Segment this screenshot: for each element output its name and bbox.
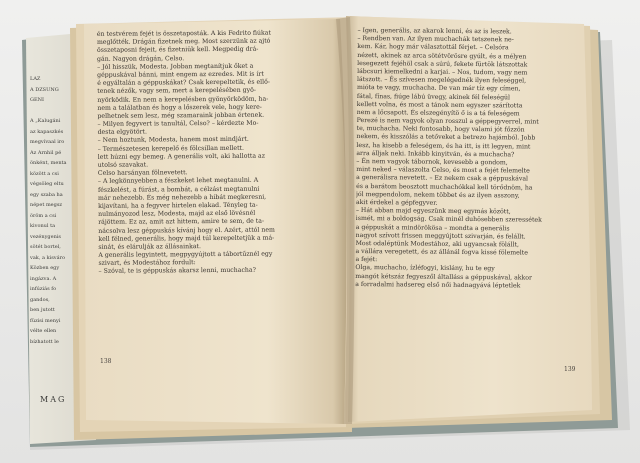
right-page-text-line: a generálisra nevetett. – Ez nekem csak a géppuskával: [356, 174, 529, 183]
dust-jacket-text-line: Az Arnhil pé: [30, 149, 62, 156]
left-page-text-line: utolsó szavakat.: [97, 161, 149, 169]
right-page-text-line: kem. Kár, hogy már választottál férjet. – Celsóra: [357, 43, 509, 52]
left-page-text-line: lett húzni egy bemeg. A generális volt, aki hallotta az: [97, 152, 266, 161]
dust-jacket-text-line: az kapaszkés: [30, 128, 64, 135]
dust-jacket-text-line: között a csi: [30, 170, 59, 177]
left-page-text-line: pelhetnek sem lesz, még szamaraink jobban értenek.: [97, 111, 265, 120]
right-page-text-line: nekem, és kisszólás a tetőveket a betrezo hajámból. Jobb: [356, 133, 536, 143]
dust-jacket-text-line: vélte ellen: [30, 328, 57, 334]
dust-jacket-text-line: ingázva. A: [30, 275, 57, 282]
right-page-text: [355, 27, 584, 369]
left-page-text: [97, 29, 335, 361]
dust-jacket-text-line: GENI: [30, 97, 44, 103]
right-page-text-line: mangót kétszáz fegyeszől általláss a géppuskával, akkor: [355, 272, 533, 282]
left-page-text-line: géppuskával bánni, mint engem az ezredes. Mit is írt: [97, 70, 264, 79]
left-page-text-line: – A legkönnyebben a fészkeket lehet megtanulni. A: [97, 177, 259, 186]
right-page-text-line: lábcsuri kiemelkedni a karjai. – Nos, tudom, vagy nem: [357, 67, 528, 77]
dust-jacket-text-line: vezénygenis: [30, 233, 61, 240]
left-page-text-line: már nehezebb. És még nehezebb a hibát megkeresni,: [97, 193, 267, 202]
right-page-text-line: – Igen, generális, az akarok lenni, és az is leszek.: [357, 27, 512, 36]
right-page-text-line: Most odaléptünk Modestához, aki ugyancsak fölállt,: [355, 239, 520, 249]
right-page-text-line: – Rendben van. Az ilyen muchachák tetszenek ne-: [357, 35, 514, 44]
left-page-text-line: tenek nézők, vagy sem, mert a kerepelésében gyö-: [97, 87, 256, 96]
right-page-text-line: a forradalmi hadsereg első női hadnagyává léptetlek: [355, 280, 521, 290]
right-page-text-line: fátal, fínas, fiúge lábú üvegy, akinek fél feleségül: [356, 92, 511, 101]
right-page-text-line: lesz, ha kisebb a feleségem, és ha itt, is itt legyen, mint: [356, 141, 531, 151]
left-page-text-line: nyörködik. En nem a kerepelésben gyönyörködöm, ha-: [97, 95, 269, 104]
left-page-text-line: kijavítani, ha a fegyver hirtelen elakad. Tényleg ta-: [98, 201, 258, 210]
left-page-text-line: – Milyen fegyvert is tanultál, Celso? – kérdezte Mo-: [97, 119, 259, 128]
right-page-text-line: a fejét:: [355, 256, 378, 264]
left-page-text-line: A generális legyintett, megpygyújtott a tábortűznél egy: [98, 250, 273, 259]
right-page-text-line: nézett, akinek az arca sötétvörösre gyúlt, és a mélyen: [357, 51, 527, 61]
dust-jacket-text-line: LAZ: [30, 76, 41, 82]
right-page-text-line: – Én nem vagyok tábornok, kevesebb a gondom,: [356, 158, 508, 167]
dust-jacket-text-line: [30, 108, 90, 119]
dust-jacket-text-line: megvívaal iro: [30, 139, 65, 145]
dust-jacket-text-line: vak, a kisváro: [30, 254, 65, 261]
left-page-text-line: szivart, és Modestához fordult:: [98, 259, 196, 268]
dust-jacket-text: [30, 76, 90, 396]
right-page-text-line: kellett volna, és most a tánok nem egyszer szárította: [356, 100, 523, 110]
right-page-text-line: lesegezett fejéhöl csak a súrú, fekete fürtök látszottak: [357, 59, 528, 69]
dust-jacket-text-line: ben jutott: [30, 307, 55, 313]
right-page-text-line: a géppuskát a mindörökösa – mondta a generális: [355, 223, 510, 232]
left-page-text-line: összetaposni fejeit, és fizetniük kell. Megpedig drá-: [96, 46, 259, 55]
left-page-text-line: fészkelést, a fúrást, a bombát, a célzást megtanulni: [97, 185, 260, 194]
left-page-text-line: – Szóval, te is géppuskás akarsz lenni, muchacha?: [98, 267, 256, 276]
left-page-text-line: kell félned, generális, hogy majd túl kerepeltetjük a má-: [98, 234, 275, 243]
dust-jacket-text-line: Közben egy: [30, 265, 60, 271]
dust-jacket-text-line: bízhatott le: [30, 338, 59, 345]
right-page-text-line: mióta te vagy, muchacha. De van már tíz egy címen,: [356, 84, 521, 93]
dust-jacket-text-line: A „Kalugáni: [30, 118, 61, 124]
dust-jacket-text-line: önként, menta: [30, 160, 67, 166]
left-page-text-line: meglőtték. Drágán fizetnek meg. Most szerzünk az ajtó: [96, 37, 271, 47]
right-page-text-line: Perezé is nem vagyok olyan rosszul a géppegyverrel, mint: [356, 117, 539, 126]
left-page-text-line: desta elgyötört.: [97, 128, 147, 137]
right-page-text-line: és a barátom beosztott muchachókkal kell törődnöm, ha: [356, 182, 533, 192]
left-page-text-line: nem a találatban és hogy a lőszerek vele, hogy kere-: [97, 103, 262, 112]
left-page-text-line: – Természetesen kerepelő és fölcsillan mellett.: [97, 144, 245, 153]
right-page-text-line: arra álljak neki. Inkább kinyitván, és a muchacha?: [356, 149, 515, 159]
right-page-text-line: te, muchacha. Neki fontosabb, hogy valami jót főzzön: [356, 125, 525, 134]
dust-jacket-bottom-text: MAG: [40, 396, 67, 403]
left-page-text-line: nácsolva lesz géppuskás kívánj hogy el. Azért, attól nem: [98, 226, 275, 235]
right-page-text-line: – Hát abban majd egyeszünk meg egymás között,: [355, 207, 511, 216]
dust-jacket-text-line: népet megsz: [30, 202, 63, 208]
dust-jacket-text-line: A DZSUNG: [30, 86, 59, 93]
left-page-text-line: Celso harsányan fölnevetett.: [97, 169, 188, 178]
dust-jacket-text-line: infúziás fo: [30, 286, 57, 292]
dust-jacket-text-line: öröm a csi: [30, 212, 57, 219]
left-page-number: 138: [100, 358, 112, 365]
left-page-text-line: é egyáltalán a géppuskákat? Csak kerepeltetik, és ellő-: [97, 78, 270, 87]
left-page-text-line: én testvérem fejét is összetaposták. A kis Fedrito fiúkat: [96, 29, 271, 38]
left-page-text-line: sinát, és elárulják az állásainkat.: [98, 242, 201, 251]
right-page-text-line: jól megpendolom, nekem többet és az ilyen asszony,: [355, 190, 520, 200]
dust-jacket-text-line: gandos,: [30, 296, 50, 303]
right-page-text-line: akit érdekel a gépfegyver.: [355, 198, 438, 207]
dust-jacket-text-line: sötét bortel,: [30, 244, 61, 250]
right-page-text-line: ismét, mi a boldogság. Csak minél duhösebben szeressétek: [355, 215, 542, 224]
dust-jacket-text-line: füzisi menyi: [30, 317, 61, 324]
dust-jacket-text-line: kivonul ta: [30, 223, 56, 229]
left-page-text-line: – Nem hoztunk, Modesta, hanem most mindjárt.: [97, 136, 249, 145]
right-page-text-line: Olga, muchacho, ízléfogyi, kislány, hu te egy: [355, 264, 495, 273]
left-page-text-line: rájöttem. Ez az, amit azt hittem, amire te sem, de ta-: [98, 217, 265, 227]
right-page-text-line: látszott. – És szívesen megelégednék ilyen feleséggel,: [356, 76, 527, 85]
dust-jacket-text-line: egy szaba ha: [30, 191, 63, 198]
right-page-text-line: nagyot szívott frissen meggyújtott szivarján, és felállt.: [355, 231, 526, 241]
right-page-number: 139: [564, 366, 576, 373]
left-page-text-line: nulmányozod lesz, Modesta, majd az első lövésnél: [98, 209, 256, 218]
left-page-text-line: gán. Nagyon drágán, Celso.: [97, 54, 185, 63]
right-page-text-line: a vállára veregetett, és az állánál fogva kissé fölemelte: [355, 248, 528, 257]
right-page-text-line: mint neked – válaszolta Celso, és most a fejét felemelte: [356, 166, 530, 175]
right-page-text-line: nem a lőcsapott. És elszegényítö ő is a tá feleségem: [356, 108, 520, 118]
dust-jacket-text-line: végsöleg eltu: [30, 181, 64, 187]
left-page-text-line: – Jól hisszük, Modesta. Jobban megtanítjuk őket a: [97, 62, 254, 71]
